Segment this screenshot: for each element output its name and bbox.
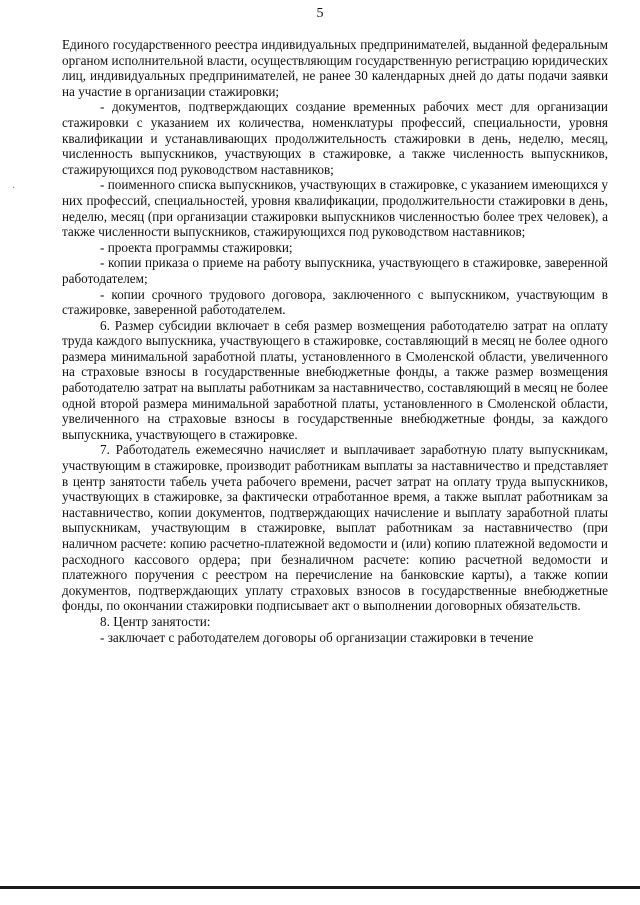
document-body — [62, 37, 608, 645]
list-item-graduates-list: - поименного списка выпускников, участвующих в стажировке, с указанием имеющихся у них профессий, специальностей, уровня квалификации, продолжительности стажировки в день, неделю, месяц (при организации стажировки выпускников численностью более трех человек), а также численности выпускников, стажирующихся под руководством наставников; — [62, 177, 608, 240]
clause-6-subsidy-size: 6. Размер субсидии включает в себя размер возмещения работодателю затрат на оплату труда каждого выпускника, участвующего в стажировке, составляющий в месяц не более одного размера минимальной заработной платы, установленного в Смоленской области, увеличенного на страховые взносы в государственные внебюджетные фонды, а также размер возмещения работодателю затрат на выплаты работникам за наставничество, составляющий в месяц не более одной второй размера минимальной заработной платы, установленного в Смоленской области, увеличенного на страховые взносы в государственные внебюджетные фонды, за каждого выпускника, участвующего в стажировке. — [62, 317, 608, 442]
margin-mark: · — [12, 183, 16, 194]
clause-8-heading: 8. Центр занятости: — [100, 613, 211, 629]
page-number: 5 — [316, 6, 324, 21]
list-item-hiring-order: - копии приказа о приеме на работу выпускника, участвующего в стажировке, заверенной работодателем; — [62, 255, 608, 286]
list-item-documents: - документов, подтверждающих создание временных рабочих мест для организации стажировки с указанием их количества, номенклатуры профессий, специальности, уровня квалификации и устанавливающих продолжительность стажировки в день, неделю, месяц, численность выпускников, участвующих в стажировке, а также численность выпускников, стажирующихся под руководством наставников; — [62, 99, 608, 177]
list-item-program-draft: - проекта программы стажировки; — [100, 239, 293, 255]
paragraph-continuation: Единого государственного реестра индивидуальных предпринимателей, выданной федеральным органом исполнительной власти, осуществляющим государственную регистрацию юридических лиц, индивидуальных предпринимателей, не ранее 30 календарных дней до даты подачи заявки на участие в организации стажировки; — [62, 37, 608, 99]
list-item-labor-contract: - копии срочного трудового договора, заключенного с выпускником, участвующим в стажировке, заверенной работодателем. — [62, 286, 608, 318]
clause-7-employer-duties: 7. Работодатель ежемесячно начисляет и выплачивает заработную плату выпускникам, участвующим в стажировке, производит работникам выплаты за наставничество и представляет в центр занятости табель учета рабочего времени, расчет затрат на оплату труда выпускников, участвующих в стажировке, за фактически отработанное время, а также выплат работникам за наставничество, копии документов, подтверждающих начисление и выплату заработной платы выпускникам, участвующим в стажировке, выплат работникам за наставничество (при наличном расчете: копию расчетно-платежной ведомости и (или) копию платежной ведомости и расходного кассового ордера; при безналичном расчете: копию расчетной ведомости и платежного поручения с реестром на перечисление на банковские карты), а также копии документов, подтверждающих уплату страховых взносов в государственные внебюджетные фонды, по окончании стажировки подписывает акт о выполнении договорных обязательств. — [62, 442, 608, 614]
clause-8-item-contracts: - заключает с работодателем договоры об организации стажировки в течение — [100, 629, 534, 645]
page-bottom-divider — [0, 886, 640, 889]
